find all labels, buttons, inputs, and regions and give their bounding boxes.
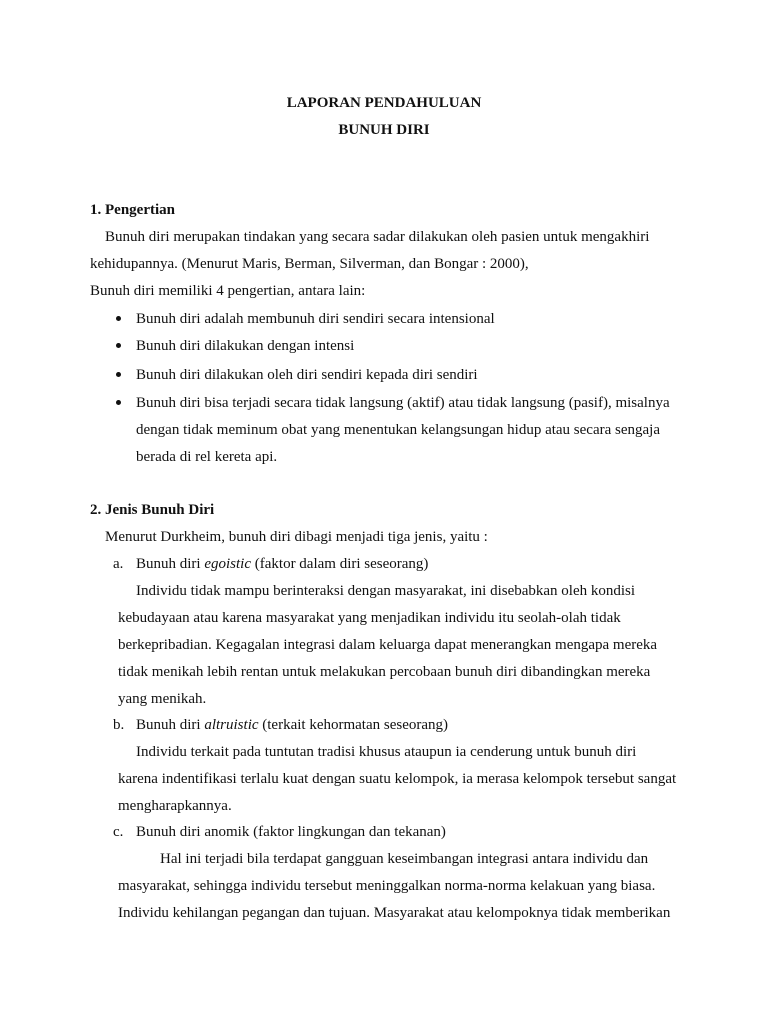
section2-intro: Menurut Durkheim, bunuh diri dibagi menjadi tiga jenis, yaitu : bbox=[105, 529, 488, 545]
section1-bullet-1: Bunuh diri adalah membunuh diri sendiri secara intensional bbox=[136, 311, 495, 327]
document-subtitle: BUNUH DIRI bbox=[338, 122, 430, 138]
item-a-line-5: yang menikah. bbox=[118, 691, 207, 707]
item-b-line-2: karena indentifikasi terlalu kuat dengan suatu kelompok, ia merasa kelompok tersebut sangat bbox=[118, 771, 677, 787]
section1-bullet-4: Bunuh diri bisa terjadi secara tidak langsung (aktif) atau tidak langsung (pasif), misalnya bbox=[136, 395, 670, 411]
bullet-dot bbox=[116, 343, 121, 348]
bullet-dot bbox=[116, 372, 121, 377]
bullet-dot bbox=[116, 316, 121, 321]
item-a-line-3: berkepribadian. Kegagalan integrasi dalam keluarga dapat menerangkan mengapa mereka bbox=[118, 637, 658, 653]
item-a-line-2: kebudayaan atau karena masyarakat yang menjadikan individu itu seolah-olah tidak bbox=[118, 610, 621, 626]
item-b-line-1: Individu terkait pada tuntutan tradisi khusus ataupun ia cenderung untuk bunuh diri bbox=[136, 744, 637, 760]
section1-intro-line2: kehidupannya. (Menurut Maris, Berman, Silverman, dan Bongar : 2000), bbox=[90, 256, 529, 272]
item-a-line-4: tidak menikah lebih rentan untuk melakukan percobaan bunuh diri dibandingkan mereka bbox=[118, 664, 651, 680]
bullet-dot bbox=[116, 400, 121, 405]
item-a-marker: a. bbox=[113, 556, 124, 572]
section1-lead: Bunuh diri memiliki 4 pengertian, antara lain: bbox=[90, 283, 366, 299]
item-c-label: Bunuh diri anomik (faktor lingkungan dan tekanan) bbox=[136, 824, 446, 840]
section1-bullet-2: Bunuh diri dilakukan dengan intensi bbox=[136, 338, 355, 354]
item-a-term: egoistic bbox=[204, 556, 251, 572]
section1-bullet-3: Bunuh diri dilakukan oleh diri sendiri kepada diri sendiri bbox=[136, 367, 478, 383]
document-title: LAPORAN PENDAHULUAN bbox=[286, 95, 482, 111]
item-b-term: altruistic bbox=[204, 717, 259, 733]
item-c-marker: c. bbox=[113, 824, 124, 840]
item-b-line-3: mengharapkannya. bbox=[118, 798, 232, 814]
item-a-label: Bunuh diri egoistic (faktor dalam diri seseorang) bbox=[136, 556, 429, 572]
section1-intro-line1: Bunuh diri merupakan tindakan yang secara sadar dilakukan oleh pasien untuk mengakhiri bbox=[105, 229, 650, 245]
item-c-line-3: Individu kehilangan pegangan dan tujuan. Masyarakat atau kelompoknya tidak memberikan bbox=[118, 905, 671, 921]
section2-heading: 2. Jenis Bunuh Diri bbox=[90, 502, 215, 518]
item-c-line-2: masyarakat, sehingga individu tersebut meninggalkan norma-norma kelakuan yang biasa. bbox=[118, 878, 656, 894]
section1-bullet-4-cont2: berada di rel kereta api. bbox=[136, 449, 278, 465]
item-b-marker: b. bbox=[113, 717, 125, 733]
section1-heading: 1. Pengertian bbox=[90, 202, 175, 218]
section1-bullet-4-cont1: dengan tidak meminum obat yang menentukan kelangsungan hidup atau secara sengaja bbox=[136, 422, 660, 438]
item-a-line-1: Individu tidak mampu berinteraksi dengan masyarakat, ini disebabkan oleh kondisi bbox=[136, 583, 636, 599]
item-b-label: Bunuh diri altruistic (terkait kehormatan seseorang) bbox=[136, 717, 449, 733]
item-c-line-1: Hal ini terjadi bila terdapat gangguan keseimbangan integrasi antara individu dan bbox=[160, 851, 649, 867]
